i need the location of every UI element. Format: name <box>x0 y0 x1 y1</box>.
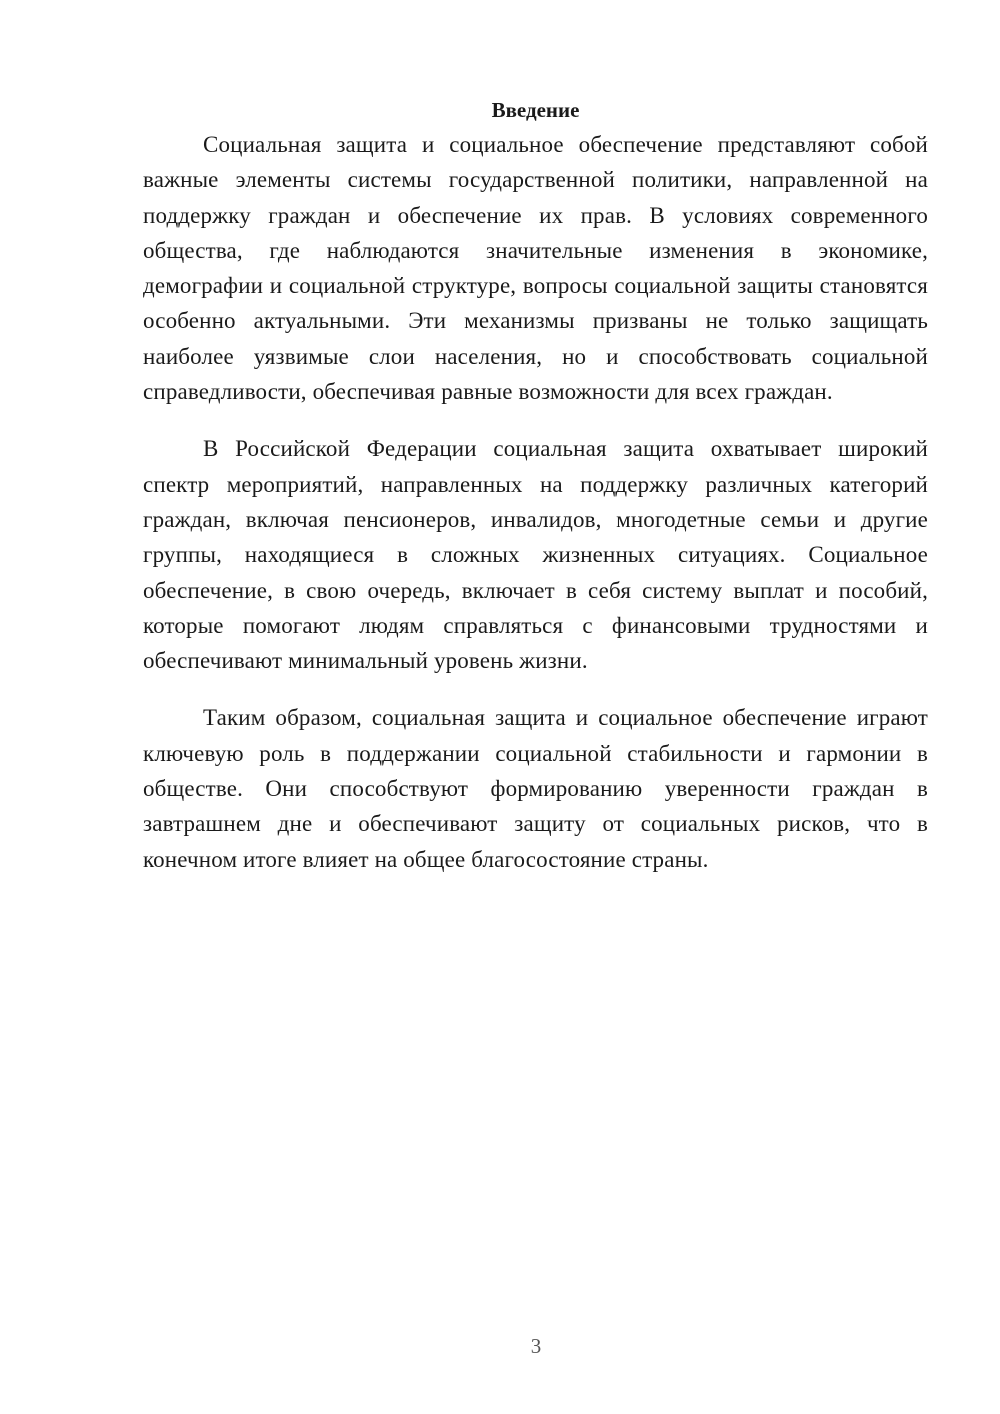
page-content <box>143 94 928 877</box>
page-number: 3 <box>530 1334 542 1358</box>
paragraph-2: В Российской Федерации социальная защита охватывает широкий спектр мероприятий, направленных на поддержку различных категорий граждан, включая пенсионеров, инвалидов, многодетные семьи и другие группы, находящиеся в сложных жизненных ситуациях. Социальное обеспечение, в свою очередь, включает в себя систему выплат и пособий, которые помогают людям справляться с финансовыми трудностями и обеспечивают минимальный уровень жизни. <box>143 436 928 674</box>
paragraph-3: Таким образом, социальная защита и социальное обеспечение играют ключевую роль в поддержании социальной стабильности и гармонии в обществе. Они способствуют формированию уверенности граждан в завтрашнем дне и обеспечивают защиту от социальных рисков, что в конечном итоге влияет на общее благосостояние страны. <box>143 705 928 872</box>
paragraph-1: Социальная защита и социальное обеспечение представляют собой важные элементы системы государственной политики, направленной на поддержку граждан и обеспечение их прав. В условиях современного общества, где наблюдаются значительные изменения в экономике, демографии и социальной структуре, вопросы социальной защиты становятся особенно актуальными. Эти механизмы призваны не только защищать наиболее уязвимые слои населения, но и способствовать социальной справедливости, обеспечивая равные возможности для всех граждан. <box>143 132 928 405</box>
section-heading: Введение <box>491 98 580 122</box>
